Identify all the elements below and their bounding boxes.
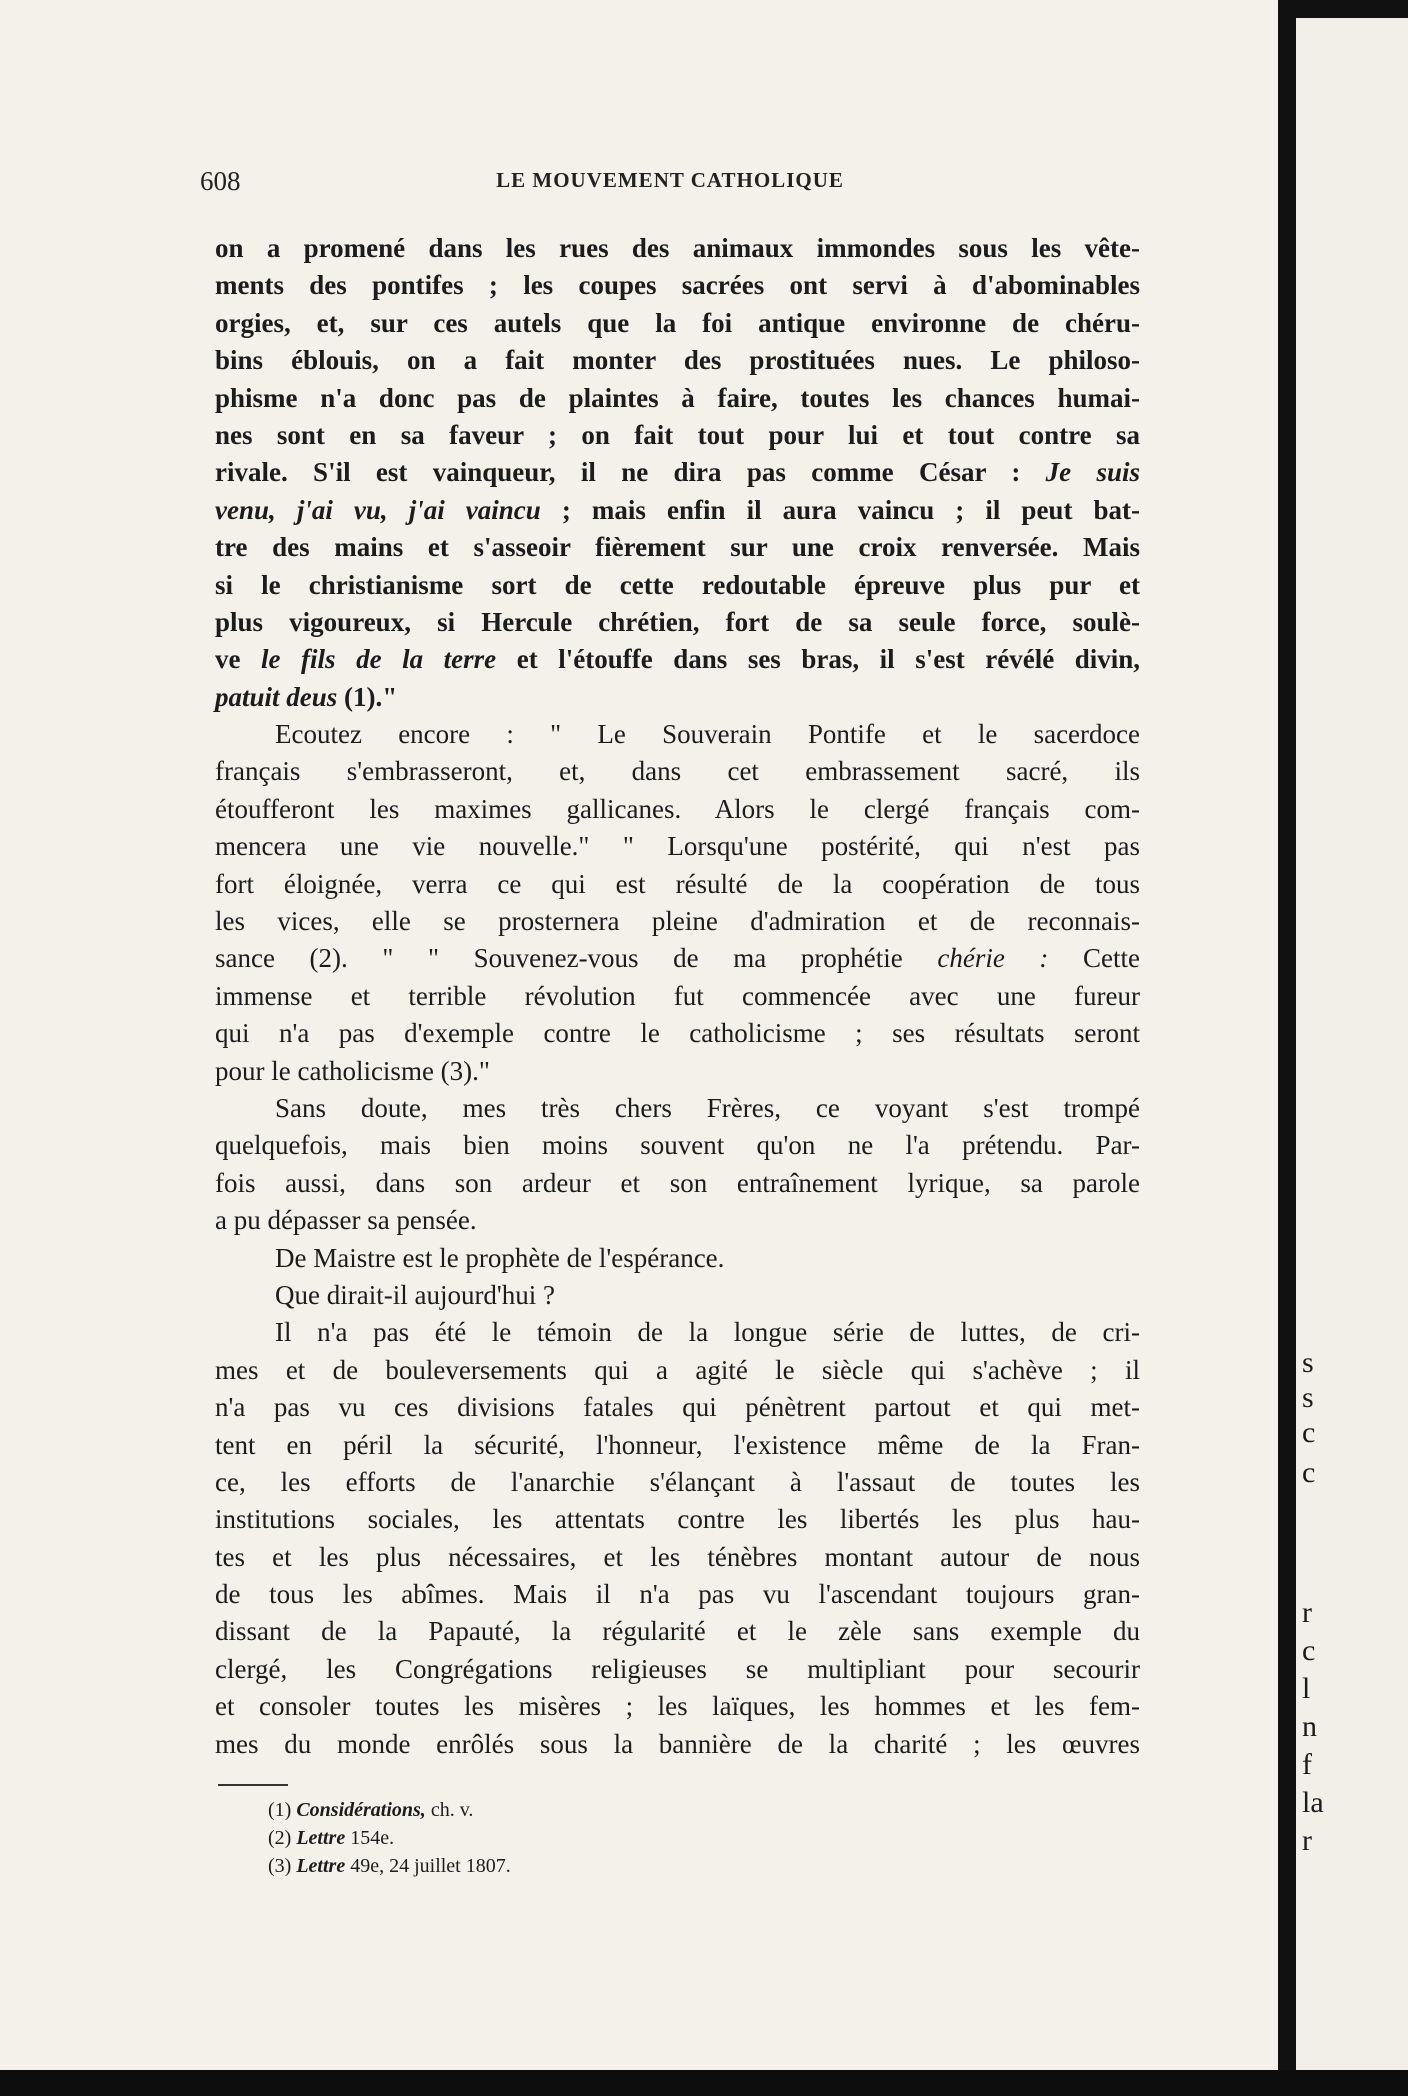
next-page-fragment: c [1302,1416,1316,1449]
italic-segment: patuit deus [215,681,338,712]
footnote-mark: (2) [268,1827,292,1849]
italic-segment: Je suis [1045,457,1141,488]
text-line: dissant de la Papauté, la régularité et le zèle sans exemple du [215,1616,1140,1647]
footnote-rule [218,1784,288,1786]
next-page-fragment: l [1302,1672,1311,1705]
text-line: De Maistre est le prophète de l'espérance. [275,1242,725,1273]
footnote-text: ch. v. [430,1799,474,1821]
text-line [215,641,1140,678]
footnote-title: Lettre [296,1827,346,1849]
text-line [215,679,1140,716]
footnote-text: 49e, 24 juillet 1807. [350,1855,511,1877]
text-line: phisme n'a donc pas de plaintes à faire, toutes les chances humai- [215,382,1140,413]
text-line: Que dirait-il aujourd'hui ? [275,1279,556,1310]
text-line [215,454,1140,491]
text-segment: sance (2). " " Souvenez-vous de ma prophétie [215,943,903,974]
text-segment: (1)." [344,681,398,712]
text-line: de tous les abîmes. Mais il n'a pas vu l'ascendant toujours gran- [215,1579,1140,1610]
text-line: mes du monde enrôlés sous la bannière de la charité ; les œuvres [215,1728,1140,1759]
text-line: plus vigoureux, si Hercule chrétien, fort de sa seule force, soulè- [215,606,1140,637]
page-number: 608 [200,166,241,196]
footnote-title: Lettre [296,1855,346,1877]
italic-segment: le fils de la terre [261,644,497,675]
text-line: fort éloignée, verra ce qui est résulté de la coopération de tous [215,868,1140,899]
next-page-fragment: la [1302,1786,1324,1819]
footnote-text: 154e. [350,1827,395,1849]
running-title: LE MOUVEMENT CATHOLIQUE [496,168,844,192]
text-line: français s'embrasseront, et, dans cet embrassement sacré, ils [215,756,1140,787]
text-line: immense et terrible révolution fut commencée avec une fureur [215,980,1140,1011]
text-segment: ; mais enfin il aura vaincu ; il peut bat- [561,494,1141,525]
text-line: les vices, elle se prosternera pleine d'admiration et de reconnais- [215,906,1140,937]
next-page-fragment: r [1302,1824,1312,1857]
next-page-fragment: c [1302,1456,1316,1489]
text-line: qui n'a pas d'exemple contre le catholicisme ; ses résultats seront [215,1018,1140,1049]
body-text [215,230,1140,1763]
footnote-mark: (3) [268,1855,292,1877]
next-page-fragment: s [1302,1346,1314,1379]
italic-segment: chérie : [937,943,1049,974]
next-page-fragment: f [1302,1748,1312,1781]
page-header [200,166,1140,206]
text-line: ments des pontifes ; les coupes sacrées ont servi à d'abominables [215,270,1140,301]
text-segment: et l'étouffe dans ses bras, il s'est révélé divin, [516,644,1141,675]
text-line: ce, les efforts de l'anarchie s'élançant à l'assaut de toutes les [215,1466,1140,1497]
footnote-3 [268,1852,511,1880]
italic-segment: venu, j'ai vu, j'ai vaincu [215,494,541,525]
footnote-mark: (1) [268,1799,292,1821]
footnote-1 [268,1796,511,1824]
text-line: tent en péril la sécurité, l'honneur, l'existence même de la Fran- [215,1429,1140,1460]
next-page-fragment: s [1302,1381,1314,1414]
text-line: si le christianisme sort de cette redoutable épreuve plus pur et [215,569,1140,600]
text-line [215,492,1140,529]
text-segment: rivale. S'il est vainqueur, il ne dira pas comme César : [215,457,1021,488]
text-line: orgies, et, sur ces autels que la foi antique environne de chéru- [215,307,1140,338]
next-page-edge [1296,18,1408,2070]
text-line: on a promené dans les rues des animaux immondes sous les vête- [215,233,1140,263]
text-line: et consoler toutes les misères ; les laïques, les hommes et les fem- [215,1691,1140,1722]
footnote-2 [268,1824,511,1852]
footnotes [268,1796,511,1880]
text-line: étoufferont les maximes gallicanes. Alors le clergé français com- [215,793,1140,824]
text-segment: ve [215,644,241,675]
text-line: mes et de bouleversements qui a agité le siècle qui s'achève ; il [215,1354,1140,1385]
text-line [215,940,1140,977]
text-line: clergé, les Congrégations religieuses se multipliant pour secourir [215,1653,1140,1684]
text-line: Il n'a pas été le témoin de la longue série de luttes, de cri- [275,1317,1140,1348]
text-line: Ecoutez encore : " Le Souverain Pontife et le sacerdoce [275,719,1140,750]
text-line: fois aussi, dans son ardeur et son entraînement lyrique, sa parole [215,1167,1140,1198]
text-line: tes et les plus nécessaires, et les ténèbres montant autour de nous [215,1541,1140,1572]
scan-border [0,2070,1408,2096]
text-line: quelquefois, mais bien moins souvent qu'on ne l'a prétendu. Par- [215,1130,1140,1161]
text-line: mencera une vie nouvelle." " Lorsqu'une postérité, qui n'est pas [215,831,1140,862]
text-line: institutions sociales, les attentats contre les libertés les plus hau- [215,1504,1140,1535]
footnote-title: Considérations, [296,1799,426,1821]
text-line: a pu dépasser sa pensée. [215,1205,477,1236]
text-line: Sans doute, mes très chers Frères, ce voyant s'est trompé [275,1092,1140,1123]
text-line: pour le catholicisme (3)." [215,1055,490,1086]
next-page-fragment: r [1302,1596,1312,1629]
text-line: tre des mains et s'asseoir fièrement sur une croix renversée. Mais [215,532,1140,563]
text-segment: Cette [1083,943,1140,974]
text-line: n'a pas vu ces divisions fatales qui pénètrent partout et qui met- [215,1392,1140,1423]
text-line: bins éblouis, on a fait monter des prostituées nues. Le philoso- [215,345,1140,376]
next-page-fragment: c [1302,1634,1316,1667]
text-line: nes sont en sa faveur ; on fait tout pour lui et tout contre sa [215,419,1140,450]
next-page-fragment: n [1302,1710,1317,1743]
